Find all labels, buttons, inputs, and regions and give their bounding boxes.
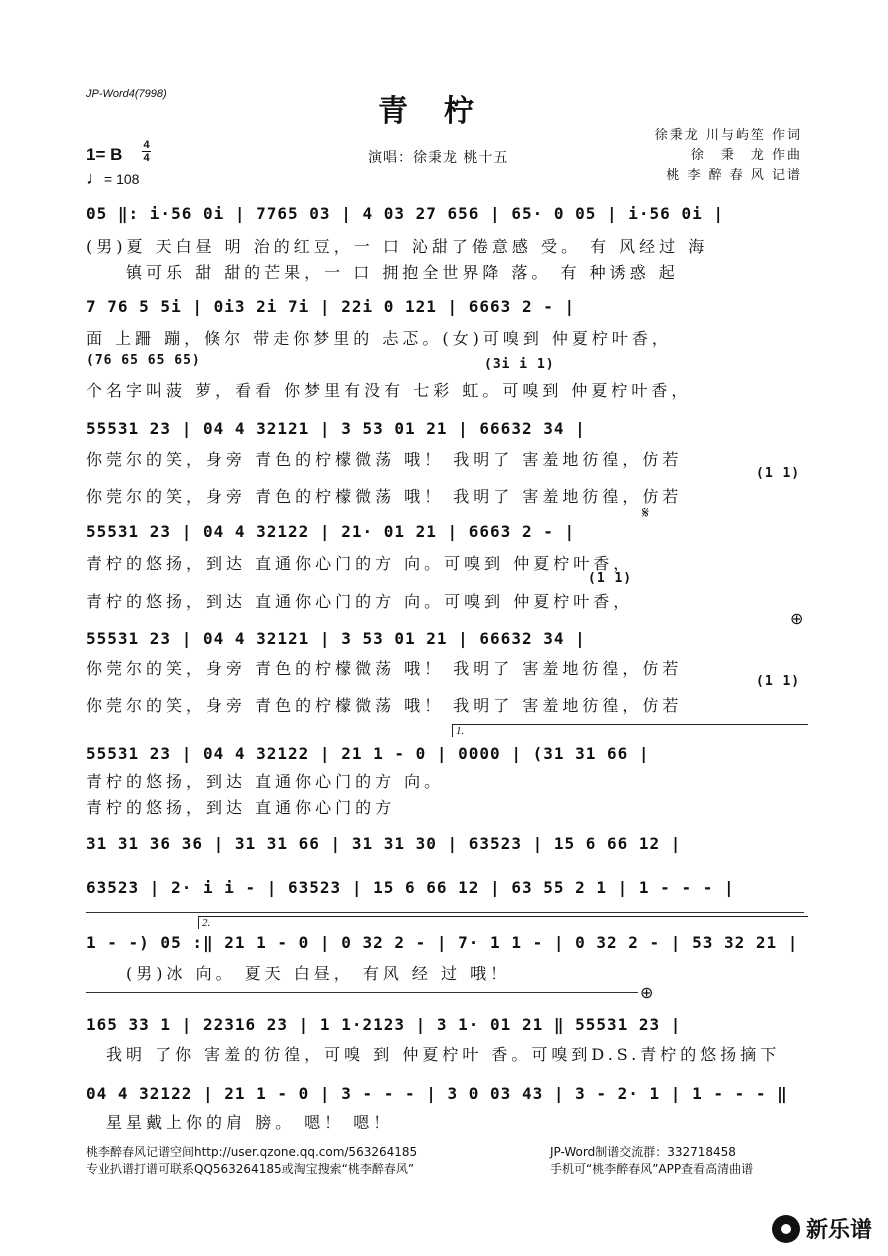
alt-notes-row-5: (1 1) [756, 674, 801, 689]
lyric-row-2-verse-2: 个名字叫菠 萝，看看 你梦里有没有 七彩 虹。可嗅到 仲夏柠叶香， [86, 381, 692, 400]
software-label: JP-Word4(7998) [86, 88, 167, 100]
notation-row-6: 55531 23 | 04 4 32122 | 21 1 - 0 | 0000 | (31 31 66 | [86, 744, 650, 763]
singer-line: 演唱：徐秉龙 桃十五 [368, 150, 509, 166]
volta-1-bracket: 1. [452, 724, 808, 737]
segno-sign: 𝄋 [642, 503, 649, 522]
time-signature [142, 140, 151, 163]
tempo-marking [86, 168, 139, 189]
lyric-row-1-verse-2: 镇可乐 甜 甜的芒果，一 口 拥抱全世界降 落。 有 种诱惑 起 [86, 263, 679, 282]
lyric-row-11: 星星戴上你的肩 膀。 嗯！ 嗯！ [86, 1113, 394, 1132]
row-8-tie-line [86, 912, 804, 913]
lyric-row-9: (男)冰 向。 夏天 白昼， 有风 经 过 哦！ [86, 964, 511, 983]
notation-row-5: 55531 23 | 04 4 32121 | 3 53 01 21 | 66632 34 | [86, 629, 586, 648]
notation-row-10: 165 33 1 | 22316 23 | 1 1·2123 | 3 1· 01 21 ‖ 55531 23 | [86, 1015, 682, 1034]
site-watermark [772, 1213, 872, 1244]
notation-row-4: 55531 23 | 04 4 32122 | 21· 01 21 | 6663 2 - | [86, 522, 576, 541]
notation-row-7: 31 31 36 36 | 31 31 66 | 31 31 30 | 63523 | 15 6 66 12 | [86, 834, 682, 853]
lyric-row-5-verse-1: 你莞尔的笑，身旁 青色的柠檬微荡 哦！ 我明了 害羞地彷徨，仿若 [86, 659, 683, 678]
lyric-row-10: 我明 了你 害羞的彷徨，可嗅 到 仲夏柠叶 香。可嗅到D.S.青柠的悠扬摘下 [86, 1045, 781, 1064]
transcriber-credit: 桃 李 醉 春 风 记谱 [666, 168, 802, 183]
alt-notes-row-4: (1 1) [588, 571, 633, 586]
lyric-row-6-verse-2: 青柠的悠扬，到达 直通你心门的方 [86, 798, 396, 817]
alt-notes-row-3: (1 1) [756, 466, 801, 481]
notation-row-3: 55531 23 | 04 4 32121 | 3 53 01 21 | 66632 34 | [86, 419, 586, 438]
time-signature-bottom: 4 [143, 152, 150, 164]
tempo-value: = 108 [104, 171, 140, 187]
alt-notes-row-2a: (76 65 65 65) [86, 353, 201, 368]
lyric-row-2-verse-1: 面 上跚 蹦，倏尔 带走你梦里的 忐忑。(女)可嗅到 仲夏柠叶香， [86, 329, 672, 348]
key-signature: 1= B [86, 145, 123, 164]
notation-row-2: 7 76 5 5i | 0i3 2i 7i | 22i 0 121 | 6663 2 - | [86, 297, 576, 316]
alt-notes-row-2b: (3i i 1) [484, 357, 555, 372]
watermark-text: 新乐谱 [805, 1218, 872, 1243]
lyric-row-4-verse-1: 青柠的悠扬，到达 直通你心门的方 向。可嗅到 仲夏柠叶香， [86, 554, 634, 573]
footer-group: JP-Word制谱交流群：332718458 [550, 1145, 736, 1159]
notation-row-8: 63523 | 2· i i - | 63523 | 15 6 66 12 | 63 55 2 1 | 1 - - - | [86, 878, 735, 897]
footer-contact: 专业扒谱打谱可联系QQ563264185或淘宝搜索“桃李醉春风” [86, 1162, 415, 1176]
lyric-row-3-verse-1: 你莞尔的笑，身旁 青色的柠檬微荡 哦！ 我明了 害羞地彷徨，仿若 [86, 450, 683, 469]
lyric-row-5-verse-2: 你莞尔的笑，身旁 青色的柠檬微荡 哦！ 我明了 害羞地彷徨，仿若 [86, 696, 683, 715]
coda-sign-1: ⊕ [790, 609, 804, 628]
lyric-row-4-verse-2: 青柠的悠扬，到达 直通你心门的方 向。可嗅到 仲夏柠叶香， [86, 592, 634, 611]
footer-app: 手机可“桃李醉春风”APP查看高清曲谱 [550, 1162, 754, 1176]
notation-row-11: 04 4 32122 | 21 1 - 0 | 3 - - - | 3 0 03 43 | 3 - 2· 1 | 1 - - - ‖ [86, 1084, 788, 1103]
lyric-row-6-verse-1: 青柠的悠扬，到达 直通你心门的方 向。 [86, 772, 445, 791]
coda-sign-2: ⊕ [640, 983, 654, 1002]
footer-qzone-link[interactable]: 桃李醉春风记谱空间http://user.qzone.qq.com/563264185 [86, 1145, 418, 1159]
volta-2-bracket: 2. [198, 916, 808, 929]
lyric-row-3-verse-2: 你莞尔的笑，身旁 青色的柠檬微荡 哦！ 我明了 害羞地彷徨，仿若 [86, 487, 683, 506]
notation-row-9: 1 - -) 05 :‖ 21 1 - 0 | 0 32 2 - | 7· 1 1 - | 0 32 2 - | 53 32 21 | [86, 933, 799, 952]
lyric-row-1-verse-1: (男)夏 天白昼 明 治的红豆，一 口 沁甜了倦意感 受。 有 风经过 海 [86, 237, 709, 256]
song-title: 青柠 [378, 94, 510, 129]
composer-credit: 徐 秉 龙 作曲 [690, 148, 802, 163]
time-signature-top: 4 [143, 139, 150, 151]
quarter-note-icon: ♩ [86, 168, 104, 188]
music-disc-icon [772, 1215, 800, 1243]
lyricist-credit: 徐秉龙 川与屿笙 作词 [654, 128, 802, 143]
row-10-tie-line [86, 992, 638, 993]
notation-row-1: 05 ‖: i·56 0i | 7765 03 | 4 03 27 656 | 65· 0 05 | i·56 0i | [86, 204, 724, 223]
